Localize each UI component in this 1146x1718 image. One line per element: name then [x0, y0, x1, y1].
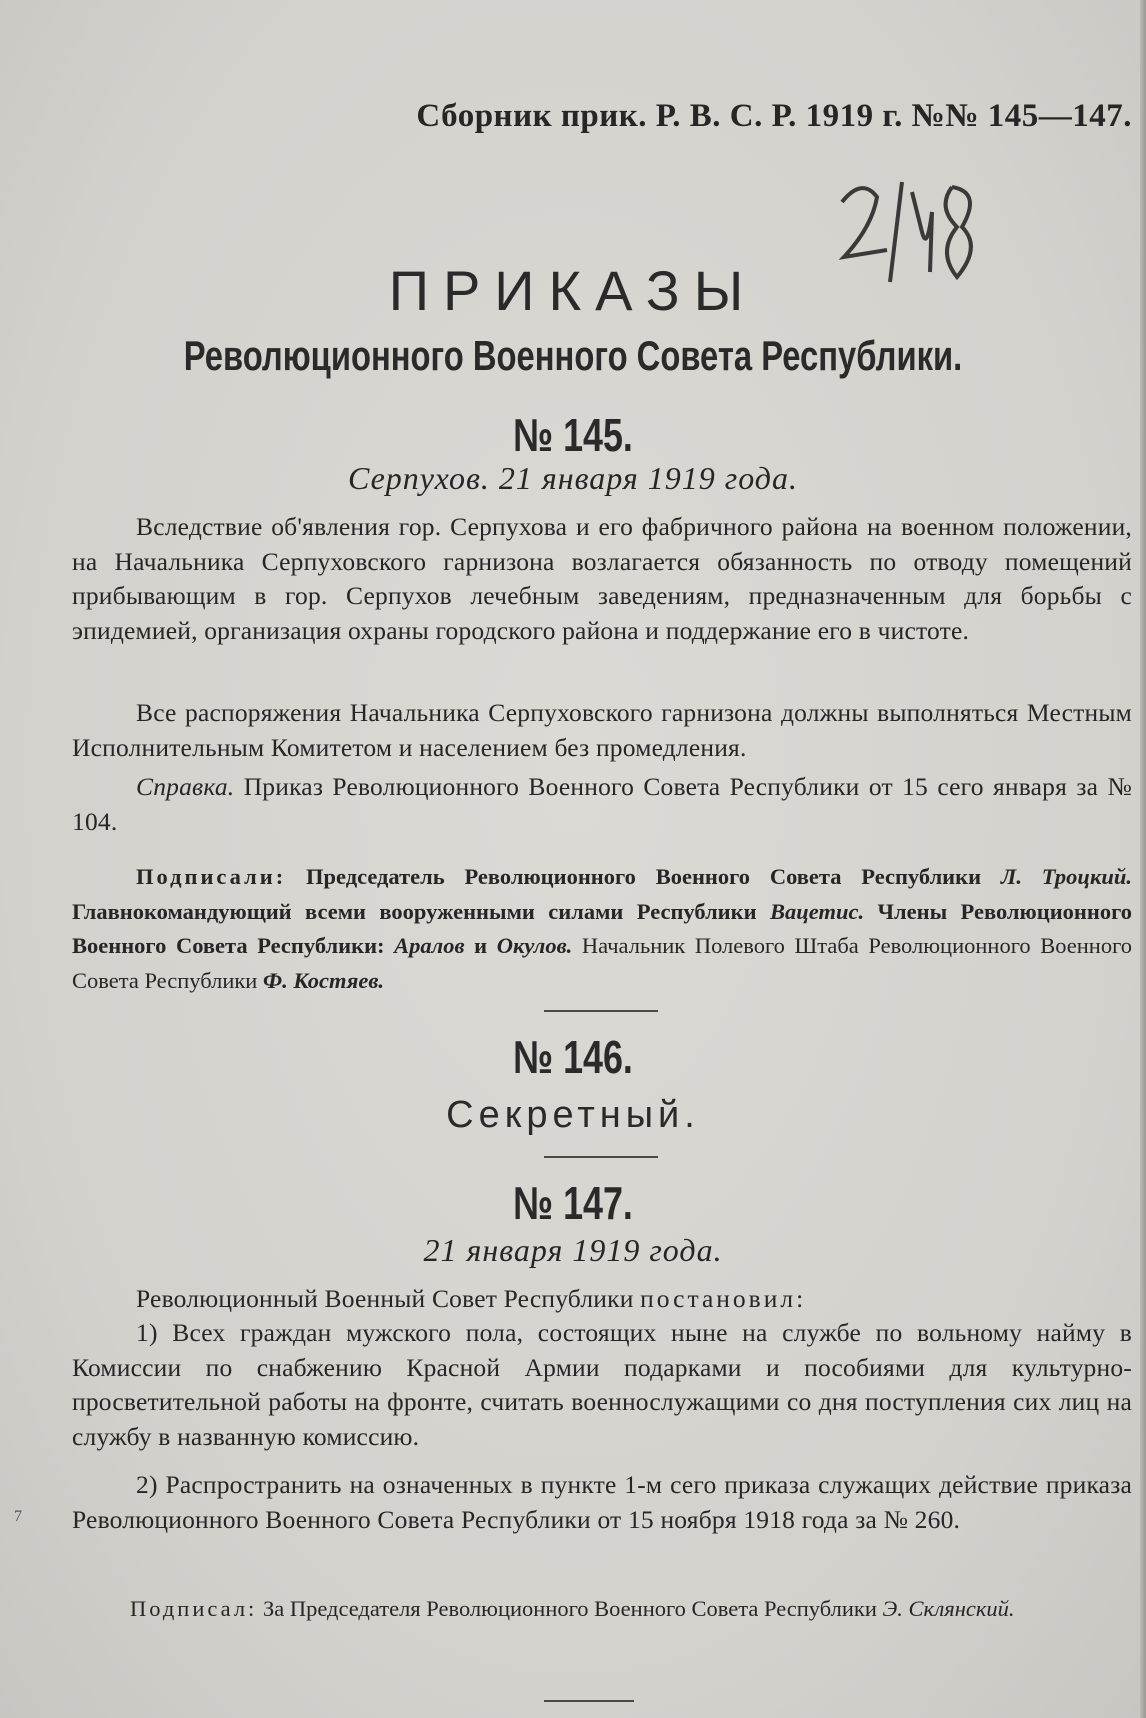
signer-1-title: Председатель Революционного Военного Совета Республики [306, 864, 982, 889]
order-145-para2-text: Все распоряжения Начальника Серпуховского гарнизона должны выполняться Местным Исполнительным Комитетом и населением без промедления. [72, 698, 1132, 762]
order-145-reference [72, 770, 1132, 839]
divider [544, 1156, 658, 1158]
order-145-paragraph-2 [72, 696, 1132, 765]
signer-3a-name: Аралов [394, 933, 465, 958]
signer-147-name: Э. Склянский. [882, 1596, 1015, 1621]
order-147-intro [72, 1282, 1132, 1317]
divider [544, 1010, 658, 1012]
order-147-number: № 147. [513, 1177, 633, 1229]
order-147-item-2 [72, 1468, 1132, 1537]
page-title: ПРИКАЗЫ [388, 259, 758, 322]
page-subtitle: Революционного Военного Совета Республики. [183, 332, 963, 379]
order-147-intro-text: Революционный Военный Совет Республики [136, 1284, 634, 1313]
order-147-item-1 [72, 1316, 1132, 1454]
signer-2-name: Вацетис. [769, 898, 865, 924]
reference-label: Справка. [136, 772, 235, 801]
order-147-item1-text: 1) Всех граждан мужского пола, состоящих ныне на службе по вольному найму в Комиссии по снабжению Красной Армии подарками и пособиями для культурно-просветительной работы на фронте, считать военнослужащими со дня поступления сих лиц на службу в названную комиссию. [72, 1318, 1132, 1451]
margin-mark: 7 [14, 1508, 22, 1525]
order-147-item2-text: 2) Распространить на означенных в пункте 1-м сего приказа служащих действие приказа Революционного Военного Совета Республики от 15 ноября 1918 года за № 260. [72, 1470, 1132, 1534]
signer-4-title: Начальник Полевого Штаба Революционного Военного Совета Республики [72, 933, 1133, 993]
collection-reference: Сборник прик. Р. В. С. Р. 1919 г. №№ 145—147. [416, 98, 1132, 134]
order-145-paragraph-1 [72, 510, 1132, 648]
signer-and: и [474, 933, 488, 958]
signer-2-title: Главнокомандующий всеми вооруженными силами Республики [72, 898, 757, 924]
signer-4-name: Ф. Костяев. [262, 967, 385, 993]
order-145-signatures [72, 860, 1132, 998]
signer-1-name: Л. Троцкий. [1000, 864, 1132, 889]
order-145-para1-text: Вследствие об'явления гор. Серпухова и его фабричного района на военном положении, на Начальника Серпуховского гарнизона возлагается обязанность по отводу помещений прибывающим в гор. Серпухов лечебным заведениям, предназначенным для борьбы с эпидемией, организация охраны городского района и поддержание его в чистоте. [72, 512, 1132, 645]
order-147-signature [72, 1592, 1132, 1626]
order-147-date: 21 января 1919 года. [423, 1232, 723, 1268]
signed-label: Подписали: [136, 864, 287, 889]
signer-3-title: Члены Революционного Военного Совета Республики: [72, 898, 1132, 958]
signer-147-title: За Председателя Революционного Военного Совета Республики [262, 1596, 877, 1621]
reference-text: Приказ Революционного Военного Совета Республики от 15 сего января за № 104. [72, 772, 1132, 836]
order-145-place-date: Серпухов. 21 января 1919 года. [348, 460, 798, 496]
order-146-number: № 146. [513, 1031, 633, 1083]
signer-3b-name: Окулов. [496, 933, 573, 958]
signed-label-147: Подписал: [130, 1596, 258, 1621]
order-145-number: № 145. [513, 409, 633, 461]
order-147-decided: постановил: [640, 1284, 807, 1313]
divider [544, 1700, 634, 1702]
order-146-label: Секретный. [446, 1094, 700, 1136]
